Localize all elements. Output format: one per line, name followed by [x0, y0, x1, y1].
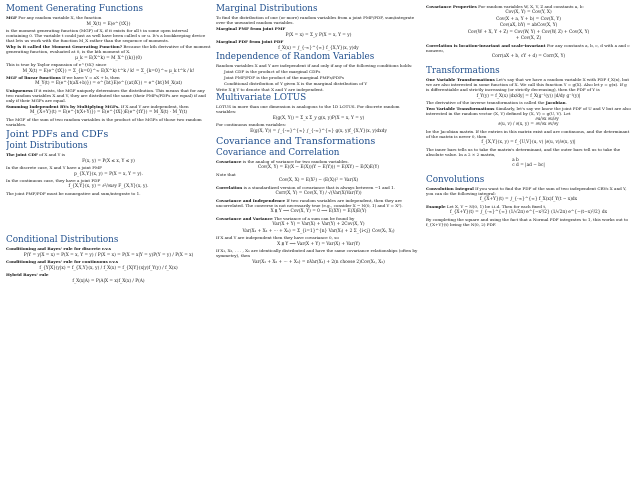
mgf-label: MGF [6, 15, 17, 21]
cov-var-paragraph [216, 216, 421, 221]
invariance-label: Correlation is location-invariant and scale-invariant [426, 42, 546, 48]
one-var-text: Let's say that we have a random variable X with PDF f_X(x), but we are also interested in some function of X. We call this function Y = g(X). Also let y = g(x). If g is differentiable and strictly increasing (or strictly decreasing), then the PDF of Y is [426, 77, 629, 93]
cov-var-equation-1: Var(X + Y) = Var(X) + Var(Y) + 2Cov(X, Y) [272, 222, 365, 228]
jacobian-matrix-equation [426, 117, 631, 127]
cov-props-paragraph [426, 4, 631, 9]
joint-pmf-text: In the discrete case, X and Y have a joint PMF [6, 165, 102, 171]
lotus-continuous-text: For continuous random variables: [216, 122, 287, 128]
invariance-text: For any constants a, b, c, d with a and c nonzero, [426, 42, 630, 53]
marginal-pdf-equation: f_X(x) = ∫_{-∞}^{∞} f_{X,Y}(x, y)dy [278, 45, 359, 51]
bayes-discrete-label: Conditioning and Bayes' rule for discrete r.v.s [6, 246, 111, 252]
cov-var-paragraph-2: If X and Y are independent then they have covariance 0, so [216, 235, 339, 241]
subsection-heading-joint-distributions: Joint Distributions [6, 140, 88, 151]
taylor-text: This is true by Taylor expansion of e^{tX} since [6, 62, 107, 68]
section-heading-lotus: Multivariate LOTUS [216, 93, 307, 104]
section-heading-mgf: Moment Generating Functions [6, 4, 144, 14]
section-heading-joint: Joint PDFs and CDFs [6, 128, 109, 140]
two-var-label: Two Variable Transformations [426, 106, 495, 111]
example-paragraph [426, 204, 631, 209]
cov-var-equation-4: Var(X₁ + X₂ + ··· + Xₙ) = nVar(X₁) + 2(n choose 2)Cov(X₁, X₂) [252, 259, 385, 265]
cov-var-label: Covariance and Variance [216, 215, 273, 221]
cov-prop-equation: Cov(W + X, Y + Z) = Cov(W, Y) + Cov(W, Z) + Cov(X, Y) [467, 29, 590, 35]
example-label: Example [426, 203, 446, 209]
bayes-discrete-equation: P(Y = y|X = x) = P(X = x, Y = y) / P(X = x) = P(X = x|Y = y)P(Y = y) / P(X = x) [23, 252, 194, 258]
cov-var-equation-2: Var(X₁ + X₂ + ··· + Xₙ) = Σ_{i=1}^{n} Var(Xᵢ) + 2 Σ_{i<j} Cov(Xᵢ, Xⱼ) [242, 228, 395, 234]
cov-prop-equation: Cov(X, Y) = Cov(Y, X) [505, 10, 552, 16]
determinant-row: a b [512, 158, 519, 164]
linear-equation: M_Y(t) = E(e^{t(aX+b)}) = e^{bt}E(e^{(at)X}) = e^{bt}M_X(at) [35, 81, 182, 87]
mgf-def-text: For any random variable X, the function [16, 15, 102, 21]
covariance-paragraph [216, 159, 421, 164]
sum-equation: M_{X+Y}(t) = E(e^{t(X+Y)}) = E(e^{tX})E(e^{tY}) = M_X(t) · M_Y(t) [29, 110, 188, 116]
hybrid-bayes-label: Hybrid Bayes' rule [6, 272, 49, 278]
linear-label: MGF of linear functions [6, 75, 61, 80]
section-heading-marginal: Marginal Distributions [216, 4, 318, 14]
convolution-label: Convolution Integral [426, 186, 474, 192]
cov-indep-label: Covariance and Independence [216, 197, 286, 203]
lotus-continuous-equation: E(g(X, Y)) = ∫_{-∞}^{∞} ∫_{-∞}^{∞} g(x, y)f_{X,Y}(x, y)dxdy [250, 128, 387, 134]
jacobian-text: The derivative of the inverse transformation is called the [426, 100, 546, 106]
convolution-equation: f_{X+Y}(t) = ∫_{-∞}^{∞} f_X(x)f_Y(t − x)dx [479, 197, 578, 203]
uniqueness-paragraph [6, 88, 211, 103]
subsection-heading-transformations: Transformations [426, 65, 500, 76]
uniqueness-text: If it exists, the MGF uniquely determines the distribution. This means that for any two random variables X and Y, they are distributed the same (their PMFs/PDFs are equal) if and only if their MGFs are equal. [6, 87, 206, 103]
independence-list [216, 69, 421, 86]
why-paragraph [6, 44, 211, 54]
jacobian-matrix-paragraph: be the Jacobian matrix. If the entries in this matrix exist and are continuous, and the determinant of the matrix is never 0, then [426, 128, 630, 139]
joint-normalization-text: The joint PMF/PDF must be nonnegative and sum/integrate to 1. [6, 190, 141, 196]
covariance-text: is the analog of variance for two random variables. [241, 158, 349, 164]
example-text: Let X, Y ~ N(0, 1) be i.i.d. Then for each fixed t, [445, 203, 547, 209]
bayes-continuous-label: Conditioning and Bayes' rule for continuous r.v.s [6, 259, 119, 265]
determinant-matrix [512, 158, 519, 168]
covariance-equation: Cov(X, Y) = E((X − E(X))(Y − E(Y))) = E(XY) − E(X)E(Y) [257, 165, 380, 171]
one-var-paragraph [426, 77, 631, 92]
cov-var-text: The variance of a sum can be found by [272, 215, 355, 221]
independence-tail: Write X ⫫ Y to denote that X and Y are independent. [216, 87, 324, 93]
subsection-heading-cov-corr: Covariance and Correlation [216, 147, 340, 158]
subsection-heading-convolutions: Convolutions [426, 174, 485, 185]
lotus-discrete-equation: E(g(X, Y)) = Σ_x Σ_y g(x, y)P(X = x, Y = y) [272, 115, 365, 121]
note-equation: Cov(X, X) = E(X²) − (E(X))² = Var(X) [278, 178, 359, 184]
sum-paragraph [6, 104, 211, 109]
jacobian-matrix-row: ∂u/∂x ∂u/∂y [535, 117, 559, 123]
bayes-continuous-equation: f_{Y|X}(y|x) = f_{X,Y}(x, y) / f_X(x) = f_{X|Y}(x|y)f_Y(y) / f_X(x) [39, 265, 178, 271]
cov-prop-equation: + Cov(X, Z) [515, 36, 542, 42]
one-var-label: One Variable Transformations [426, 77, 495, 83]
subsection-heading-conditional: Conditional Distributions [6, 234, 119, 245]
column-2 [216, 4, 421, 489]
joint-cdf-label: The joint CDF [6, 152, 38, 158]
two-var-equation: f_{X,Y}(x, y) = f_{U,V}(u, v) |∂(u, v)/∂(x, y)| [481, 140, 576, 146]
marginal-pmf-equation: P(X = x) = Σ_y P(X = x, Y = y) [285, 32, 352, 38]
correlation-text: is a standardized version of covariance that is always between −1 and 1. [242, 184, 395, 190]
determinant-equation [426, 158, 631, 168]
linear-paragraph [6, 75, 211, 80]
two-var-paragraph [426, 106, 631, 116]
invariance-paragraph [426, 43, 631, 53]
marginal-pmf-label: Marginal PMF from joint PMF [216, 26, 286, 32]
independence-item: • Conditional distribution of Y given X is the marginal distribution of Y [224, 81, 421, 86]
joint-pdf-text: In the continuous case, they have a joint PDF [6, 178, 101, 183]
one-var-equation: f_Y(y) = f_X(x) |dx/dy| = f_X(g⁻¹(y)) |d/dy g⁻¹(y)| [476, 93, 581, 99]
uniqueness-label: Uniqueness [6, 87, 33, 93]
independence-item: • Joint PMF/PDF is the product of the marginal PMFs/PDFs [224, 75, 421, 80]
jacobian-matrix-row: ∂v/∂x ∂v/∂y [535, 122, 559, 128]
mgf-equation: M_X(t) = E(e^{tX}) [86, 21, 131, 27]
determinant-row: c d [512, 163, 519, 169]
mgf-definition [6, 15, 211, 20]
taylor-equation: M_X(t) = E(e^{tX}) = Σ_{k=0}^∞ E(X^k) t^k / k! = Σ_{k=0}^∞ μ_k t^k / k! [22, 68, 195, 74]
determinant-result: = |ad − bc| [520, 163, 545, 169]
mgf-paragraph: is the moment generating function (MGF) of X, if it exists for all t in some open interval containing 0. The variable t could just as well have been called s or u. It's a bookkeeping device that lets us work with the function M_X rather than the sequence of moments. [6, 28, 206, 44]
invariance-equation: Corr(aX + b, cY + d) = Corr(X, Y) [491, 54, 566, 60]
moment-equation: μ_k = E(X^k) = M_X^{(k)}(0) [75, 55, 142, 61]
two-var-text: Similarly, let's say we know the joint PDF of U and V but are also interested in the random vector (X, Y) defined by (X, Y) = g(U, V). Let [426, 106, 631, 116]
joint-pmf-equation: p_{X,Y}(x, y) = P(X = x, Y = y). [74, 171, 143, 177]
correlation-paragraph [216, 185, 421, 190]
covariance-label: Covariance [216, 158, 242, 164]
joint-cdf-equation: F(x, y) = P(X ≤ x, Y ≤ y) [82, 158, 135, 164]
jacobian-paragraph [426, 100, 631, 105]
sum-text: If X and Y are independent, then [119, 103, 189, 109]
cov-indep-paragraph [216, 198, 421, 208]
section-heading-independence: Independence of Random Variables [216, 52, 375, 63]
correlation-equation: Corr(X, Y) = Cov(X, Y) / √(Var(X)Var(Y)) [275, 191, 362, 197]
marginal-paragraph: To find the distribution of one (or more) random variables from a joint PMF/PDF, sum/integrate over the unwanted random variables. [216, 15, 415, 26]
jacobian-end: . [565, 100, 567, 106]
hybrid-bayes-equation: f_X(x|A) = P(A|X = x)f_X(x) / P(A) [72, 278, 145, 284]
cov-prop-equation: Cov(aX, bY) = abCov(X, Y) [499, 23, 558, 29]
jacobian-word: Jacobian [545, 100, 566, 106]
cov-props-label: Covariance Properties [426, 4, 477, 9]
linear-text: If we have Y = aX + b, then [60, 75, 120, 80]
why-label: Why is it called the Moment Generating Function? [6, 44, 123, 50]
section-heading-cov-trans: Covariance and Transformations [216, 135, 376, 147]
cov-prop-equation: Cov(X + a, Y + b) = Cov(X, Y) [496, 16, 561, 22]
column-3 [426, 4, 631, 489]
cov-var-paragraph-3: If X₁, X₂, . . . , Xₙ are identically distributed and have the same covariance relationships (often by symmetry), then [216, 248, 418, 259]
joint-cdf-text: of X and Y is [37, 152, 66, 158]
note-text: Note that [216, 171, 236, 177]
example-paragraph-2: By completing the square and using the fact that a Normal PDF integrates to 1, this works out to f_{X+Y}(t) being the N(0, 2) PDF. [426, 216, 629, 227]
cov-var-equation-3: X ⫫ Y ⟹ Var(X + Y) = Var(X) + Var(Y) [277, 241, 360, 247]
example-equation: f_{X+Y}(t) = ∫_{-∞}^{∞} (1/√2π) e^{−x²/2} (1/√2π) e^{−(t−x)²/2} dx [449, 210, 608, 216]
why-text: Because the kth derivative of the moment generating function, evaluated at 0, is the kth moment of X. [6, 44, 211, 55]
abs-paragraph: The inner bars tells us to take the matrix's determinant, and the outer bars tell us to take the absolute value. In a 2 × 2 matrix, [426, 146, 621, 157]
independence-item: • Joint CDF is the product of the marginal CDFs [224, 69, 421, 74]
jacobian-lhs: ∂(u, v) / ∂(x, y) = [498, 122, 534, 128]
marginal-pdf-label: Marginal PDF from joint PDF [216, 39, 284, 45]
joint-pdf-equation: f_{X,Y}(x, y) = ∂²/∂x∂y F_{X,Y}(x, y). [68, 184, 149, 190]
lotus-paragraph: LOTUS in more than one dimension is analogous to the 1D LOTUS. For discrete random variables: [216, 104, 400, 115]
jacobian-matrix [535, 117, 559, 127]
joint-cdf-paragraph [6, 152, 211, 157]
independence-paragraph: Random variables X and Y are independent if and only if any of the following conditions holds: [216, 63, 413, 69]
sum-paragraph-2: The MGF of the sum of two random variables is the product of the MGFs of those two random variables. [6, 116, 202, 127]
cov-indep-equation: X ⫫ Y ⟹ Cov(X, Y) = 0 ⟹ E(XY) = E(X)E(Y) [270, 209, 367, 215]
column-1 [6, 4, 211, 489]
sum-label: Summing Independent RVs by Multiplying MGFs. [6, 103, 120, 109]
convolution-text: If you want to find the PDF of the sum of two independent CRVs X and Y, you can do the following integral: [426, 186, 627, 196]
convolution-paragraph [426, 186, 631, 196]
cov-indep-text: If two random variables are independent, then they are uncorrelated. The converse is not necessarily true (e.g., consider X ~ N(0, 1) and Y = X²). [216, 197, 403, 208]
correlation-label: Correlation [216, 184, 243, 190]
cov-props-text: For random variables W, X, Y, Z and constants a, b: [476, 4, 584, 9]
